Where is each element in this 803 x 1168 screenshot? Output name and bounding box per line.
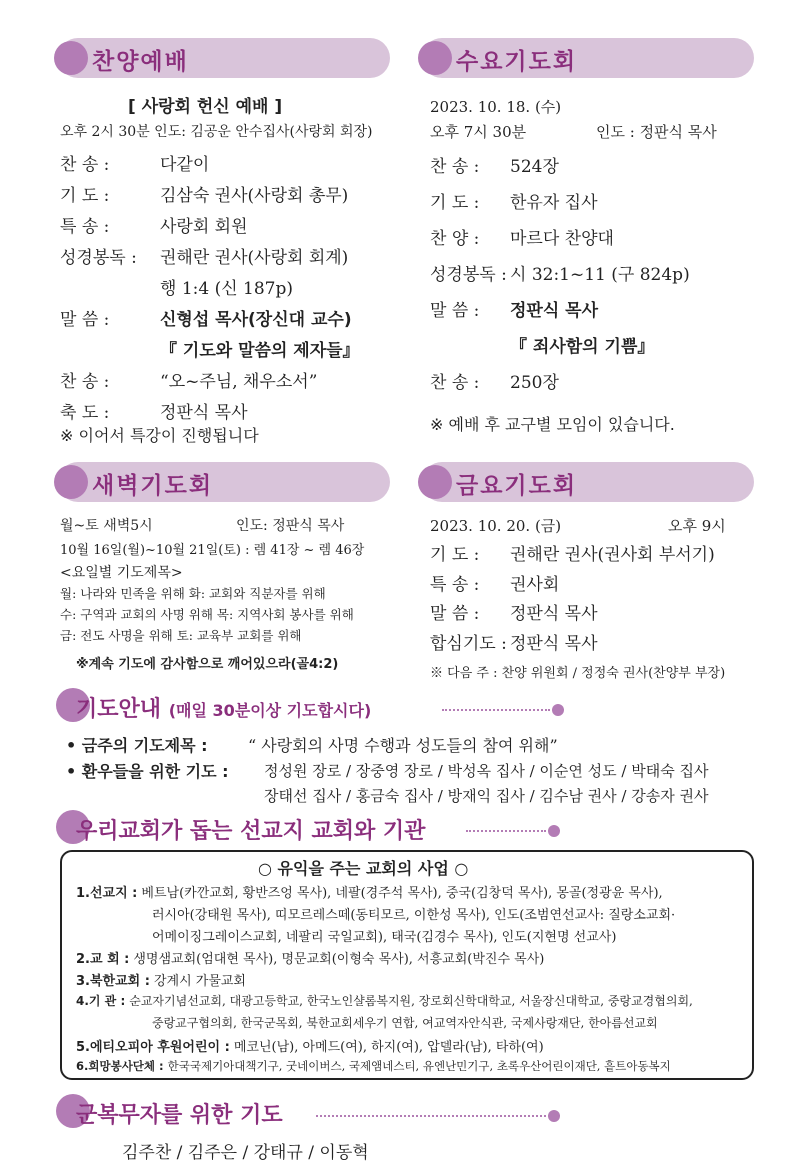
friday-date: 2023. 10. 20. (금) (430, 517, 562, 535)
patients-label: • 환우들을 위한 기도 : (66, 762, 229, 781)
dawn-header: 새벽기도회 (92, 473, 214, 499)
schedule-row (60, 212, 248, 237)
row-value: 권해란 권사(권사회 부서기) (510, 545, 715, 565)
schedule-row (430, 540, 715, 565)
row-label: 합심기도 : (430, 633, 507, 654)
row-label: 기 도 : (430, 545, 480, 565)
mission-row-value: 중랑교구협의회, 한국군목회, 북한교회세우기 연합, 여교역자안식관, 국제사랑재단, 한아름선교회 (152, 1016, 658, 1030)
friday-header: 금요기도회 (456, 473, 578, 499)
mission-row-label: 2.교 회 : (76, 952, 130, 967)
row-value: 『 죄사함의 기쁨』 (510, 337, 655, 357)
row-label: 찬 송 : (430, 157, 480, 177)
dawn-item: 금: 전도 사명을 위해 토: 교육부 교회를 위해 (60, 628, 302, 643)
row-value: 권사회 (510, 574, 560, 595)
mission-row-label: 3.북한교회 : (76, 974, 150, 989)
schedule-row (430, 152, 559, 177)
row-value: 정판식 목사 (510, 604, 598, 624)
praise-header: 찬양예배 (92, 49, 189, 75)
schedule-row (60, 367, 317, 392)
row-value: 정판식 목사 (160, 403, 248, 423)
missions-box-title: ○ 유익을 주는 교회의 사업 ○ (258, 859, 469, 878)
schedule-row (430, 368, 559, 393)
schedule-row (430, 188, 598, 213)
dawn-time: 월~토 새벽5시 (60, 518, 153, 534)
dawn-reading: 10월 16일(월)~10월 21일(토) : 렘 41장 ~ 렘 46장 (60, 543, 365, 558)
row-value: 시 32:1~11 (구 824p) (510, 265, 690, 285)
schedule-row (430, 224, 614, 249)
praise-subtitle: [ 사랑회 헌신 예배 ] (128, 97, 283, 117)
praise-note: ※ 이어서 특강이 진행됩니다 (60, 426, 259, 445)
row-value: 사랑회 회원 (160, 217, 248, 237)
mission-row-value: 메코닌(남), 아메드(여), 하지(여), 압델라(남), 타하(여) (233, 1040, 544, 1055)
divider-end-dot-icon (548, 1110, 560, 1122)
wednesday-time: 오후 7시 30분 (430, 123, 527, 141)
schedule-row (60, 398, 248, 423)
mission-row-value: 순교자기념선교회, 대광고등학교, 한국노인샬롬복지원, 장로회신학대학교, 서울장신대학교, 중랑교경협의회, (129, 994, 693, 1008)
mission-row-value: 어메이징그레이스교회, 네팔리 국일교회), 태국(김경수 목사), 인도(지현명 선교사) (152, 930, 617, 945)
mission-row-label: 6.희망봉사단체 : (76, 1059, 164, 1073)
row-label: 찬 송 : (60, 372, 110, 392)
mission-row-value: 생명샘교회(엄대현 목사), 명문교회(이형숙 목사), 서흥교회(박진수 목사) (133, 952, 545, 967)
row-label: 성경봉독 : (430, 265, 507, 285)
mission-row-value: 베트남(카깐교회, 황반즈엉 목사), 네팔(경주석 목사), 중국(김창덕 목사), 몽골(정광윤 목사), (141, 886, 663, 901)
prayer-guide-title-main: 기도안내 (76, 697, 162, 722)
dotted-divider (316, 1115, 546, 1117)
friday-note: ※ 다음 주 : 찬양 위원회 / 정정숙 권사(찬양부 부장) (430, 666, 726, 681)
mission-row-label: 4.기 관 : (76, 994, 126, 1008)
wednesday-header-pill (422, 38, 754, 78)
mission-row (76, 926, 616, 945)
patients-line: 정성원 장로 / 장중영 장로 / 박성옥 집사 / 이순연 성도 / 박태숙 집사 (264, 762, 709, 780)
schedule-row (430, 260, 690, 285)
prayer-guide-title-sub: (매일 30분이상 기도합시다) (168, 701, 372, 720)
row-label: 성경봉독 : (60, 248, 137, 268)
schedule-row (60, 336, 360, 361)
row-label: 말 씀 : (430, 301, 480, 321)
dotted-divider (442, 709, 550, 711)
wednesday-header: 수요기도회 (456, 49, 578, 75)
praise-header-pill (58, 38, 390, 78)
schedule-row (60, 181, 348, 206)
row-label: 찬 송 : (430, 373, 480, 393)
mission-row (76, 1058, 671, 1074)
divider-end-dot-icon (552, 704, 564, 716)
schedule-row (60, 150, 209, 175)
prayer-topic-value: “ 사랑회의 사명 수행과 성도들의 참여 위해” (248, 736, 558, 755)
wednesday-date: 2023. 10. 18. (수) (430, 98, 562, 116)
dawn-item: 월: 나라와 민족을 위해 화: 교회와 직분자를 위해 (60, 586, 326, 601)
prayer-guide-title (76, 692, 371, 723)
friday-header-pill (422, 462, 754, 502)
mission-row-value: 강계시 가물교회 (153, 974, 246, 989)
row-value: 신형섭 목사(장신대 교수) (160, 310, 352, 330)
row-label: 특 송 : (60, 217, 110, 237)
row-label: 찬 양 : (430, 229, 480, 249)
row-value: 250장 (510, 373, 559, 393)
schedule-row (60, 274, 293, 299)
row-value: 행 1:4 (신 187p) (160, 279, 294, 299)
schedule-row (430, 629, 598, 654)
divider-end-dot-icon (548, 825, 560, 837)
missions-title: 우리교회가 돕는 선교지 교회와 기관 (76, 819, 426, 844)
row-value: “오~주님, 채우소서” (160, 372, 318, 392)
dawn-subhead: <요일별 기도제목> (60, 565, 183, 581)
schedule-row (430, 332, 654, 357)
wednesday-leader: 인도 : 정판식 목사 (596, 123, 717, 141)
row-value: 마르다 찬양대 (510, 229, 614, 249)
row-label: 말 씀 : (60, 310, 110, 330)
soldiers-title: 군복무자를 위한 기도 (76, 1103, 283, 1128)
prayer-topic-label: • 금주의 기도제목 : (66, 736, 208, 755)
mission-row (76, 992, 693, 1009)
missions-box (60, 850, 754, 1080)
mission-row-value: 한국국제기아대책기구, 굿네이버스, 국제앰네스티, 유엔난민기구, 초록우산어린이재단, 흩트아동복지 (167, 1059, 671, 1073)
row-value: 524장 (510, 157, 559, 177)
patients-line: 장태선 집사 / 홍금숙 집사 / 방재익 집사 / 김수남 권사 / 강송자 권사 (264, 787, 709, 805)
schedule-row (430, 570, 559, 595)
schedule-row (60, 243, 348, 268)
row-label: 기 도 : (430, 193, 480, 213)
row-value: 『 기도와 말씀의 제자들』 (160, 341, 360, 361)
mission-row (76, 970, 246, 989)
schedule-row (430, 599, 598, 624)
dawn-item: 수: 구역과 교회의 사명 위해 목: 지역사회 봉사를 위해 (60, 607, 354, 622)
row-label: 말 씀 : (430, 604, 480, 624)
row-label: 찬 송 : (60, 155, 110, 175)
row-value: 다같이 (160, 155, 210, 175)
mission-row (76, 904, 675, 923)
praise-time-line: 오후 2시 30분 인도: 김공운 안수집사(사랑회 회장) (60, 124, 373, 140)
friday-time: 오후 9시 (668, 517, 726, 535)
mission-row-value: 러시아(강태원 목사), 띠모르레스떼(동티모르, 이한성 목사), 인도(조범연선교사: 질랑소교회· (152, 908, 676, 923)
row-value: 정판식 목사 (510, 633, 598, 654)
schedule-row (60, 305, 352, 330)
row-label: 축 도 : (60, 403, 110, 423)
mission-row (76, 1014, 658, 1031)
dawn-header-pill (58, 462, 390, 502)
row-label: 기 도 : (60, 186, 110, 206)
row-value: 정판식 목사 (510, 301, 599, 321)
mission-row-label: 5.에티오피아 후원어린이 : (76, 1040, 230, 1055)
mission-row (76, 1036, 544, 1055)
row-label: 특 송 : (430, 574, 480, 595)
row-value: 김삼숙 권사(사랑회 총무) (160, 186, 349, 206)
header-dot-icon (54, 465, 88, 499)
mission-row-label: 1.선교지 : (76, 886, 138, 901)
mission-row (76, 882, 663, 901)
dawn-verse: ※계속 기도에 감사함으로 깨어있으라(골4:2) (76, 657, 339, 672)
header-dot-icon (418, 465, 452, 499)
mission-row (76, 948, 544, 967)
schedule-row (430, 296, 598, 321)
row-value: 한유자 집사 (510, 193, 598, 213)
wednesday-note: ※ 예배 후 교구별 모임이 있습니다. (430, 415, 675, 434)
dotted-divider (466, 830, 546, 832)
header-dot-icon (54, 41, 88, 75)
header-dot-icon (418, 41, 452, 75)
soldiers-names: 김주찬 / 김주은 / 강태규 / 이동혁 (122, 1143, 369, 1163)
dawn-leader: 인도: 정판식 목사 (236, 518, 345, 534)
row-value: 권해란 권사(사랑회 회계) (160, 248, 349, 268)
